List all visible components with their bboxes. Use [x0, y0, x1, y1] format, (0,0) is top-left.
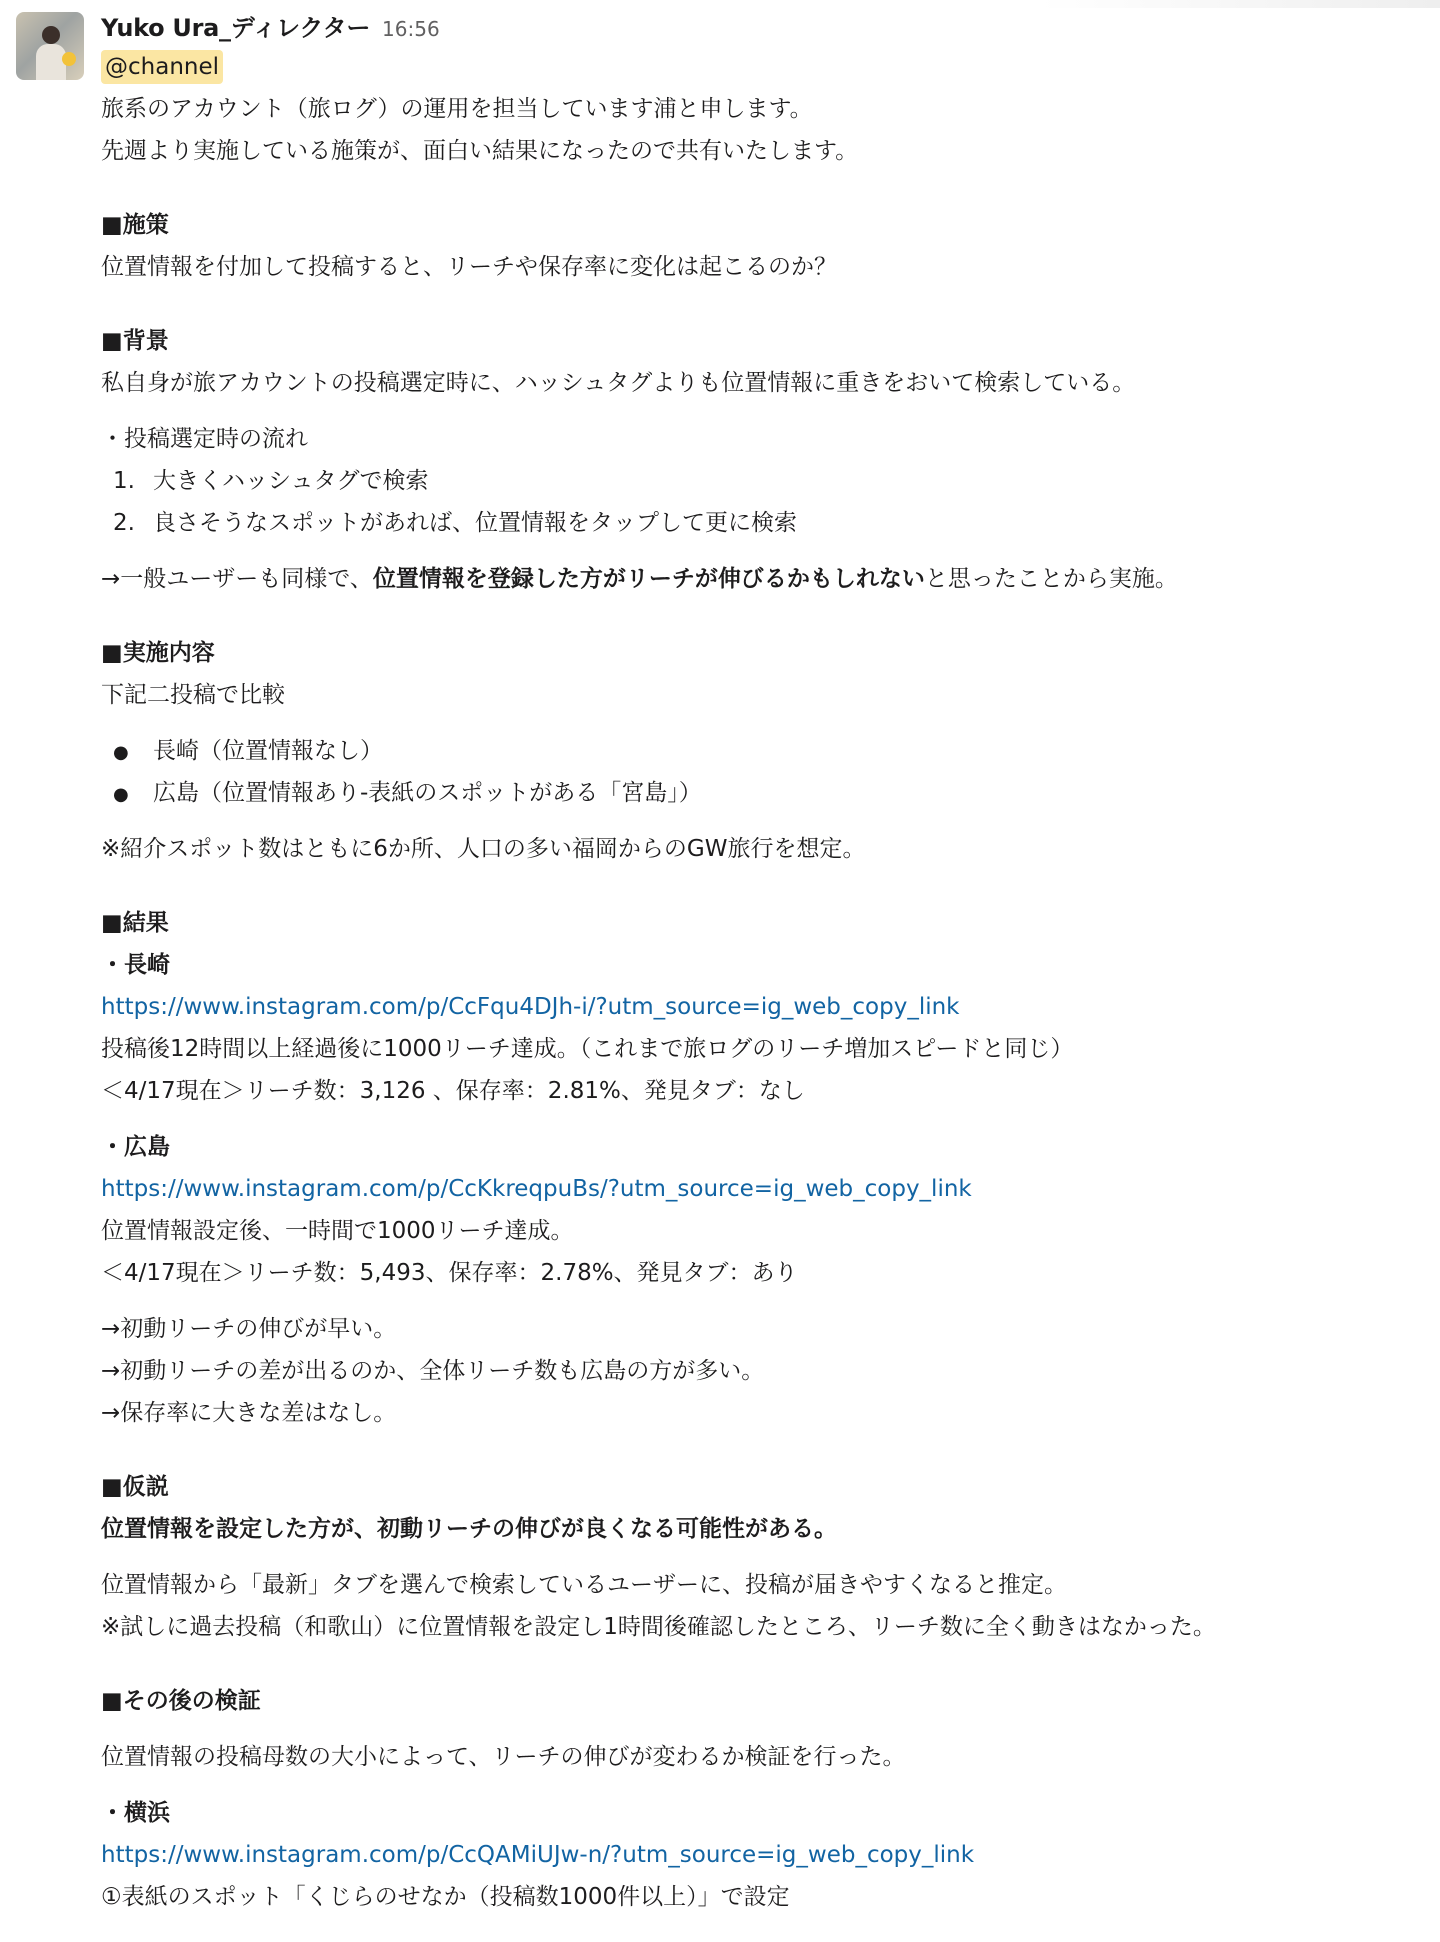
- link-hiroshima[interactable]: https://www.instagram.com/p/CcKkreqpuBs/?utm_source=ig_web_copy_link: [101, 1176, 972, 1202]
- message-header: [101, 0, 1431, 46]
- link-nagasaki[interactable]: https://www.instagram.com/p/CcFqu4DJh-i/?utm_source=ig_web_copy_link: [101, 994, 960, 1020]
- hypothesis-bold: 位置情報を設定した方が、初動リーチの伸びが良くなる可能性がある。: [101, 1516, 837, 1542]
- list-item-text: 良さそうなスポットがあれば、位置情報をタップして更に検索: [153, 510, 797, 536]
- avatar[interactable]: [16, 12, 84, 80]
- result-point: →初動リーチの伸びが早い。: [101, 1316, 397, 1342]
- result-title-nagasaki: ・長崎: [101, 952, 170, 978]
- conclusion-post: と思ったことから実施。: [924, 566, 1178, 592]
- link-yokohama[interactable]: https://www.instagram.com/p/CcQAMiUJw-n/?utm_source=ig_web_copy_link: [101, 1842, 975, 1868]
- list-item-text: 大きくハッシュタグで検索: [153, 468, 429, 494]
- bullet-dot-icon: ●: [113, 742, 129, 763]
- result-title-yokohama: ・横浜: [101, 1800, 170, 1826]
- sender-name[interactable]: Yuko Ura_ディレクター: [101, 14, 371, 42]
- content-text: 下記二投稿で比較: [101, 682, 285, 708]
- hiroshima-line-2: ＜4/17現在＞リーチ数：5,493、保存率：2.78%、発見タブ：あり: [101, 1260, 798, 1286]
- content-note: ※紹介スポット数はともに6か所、人口の多い福岡からのGW旅行を想定。: [101, 836, 866, 862]
- bullet-item: [101, 730, 1431, 772]
- yokohama-line-1: ①表紙のスポット「くじらのせなか（投稿数1000件以上）」で設定: [101, 1884, 790, 1910]
- message-body: [101, 0, 1431, 1918]
- bullet-text: 長崎（位置情報なし）: [153, 738, 383, 764]
- list-number: 2.: [113, 510, 135, 536]
- channel-mention[interactable]: @channel: [101, 50, 223, 84]
- conclusion-bold: 位置情報を登録した方がリーチが伸びるかもしれない: [372, 566, 925, 592]
- section-heading-background: ■背景: [101, 328, 169, 354]
- verification-text: 位置情報の投稿母数の大小によって、リーチの伸びが変わるか検証を行った。: [101, 1744, 906, 1770]
- section-heading-hypothesis: ■仮説: [101, 1474, 169, 1500]
- nagasaki-line-1: 投稿後12時間以上経過後に1000リーチ達成。（これまで旅ログのリーチ増加スピードと同じ）: [101, 1036, 1074, 1062]
- list-number: 1.: [113, 468, 135, 494]
- nagasaki-line-2: ＜4/17現在＞リーチ数：3,126 、保存率：2.81%、発見タブ：なし: [101, 1078, 805, 1104]
- avatar-toy: [62, 52, 76, 66]
- conclusion-pre: →一般ユーザーも同様で、: [101, 566, 373, 592]
- hypothesis-line-2: ※試しに過去投稿（和歌山）に位置情報を設定し1時間後確認したところ、リーチ数に全く動きはなかった。: [101, 1614, 1216, 1640]
- hiroshima-line-1: 位置情報設定後、一時間で1000リーチ達成。: [101, 1218, 574, 1244]
- background-conclusion: [101, 558, 1431, 600]
- intro-line-1: 旅系のアカウント（旅ログ）の運用を担当しています浦と申します。: [101, 96, 813, 122]
- avatar-figure-body: [36, 44, 66, 80]
- intro-line-2: 先週より実施している施策が、面白い結果になったので共有いたします。: [101, 138, 859, 164]
- measure-text: 位置情報を付加して投稿すると、リーチや保存率に変化は起こるのか？: [101, 254, 837, 280]
- hypothesis-line-1: 位置情報から「最新」タブを選んで検索しているユーザーに、投稿が届きやすくなると推定。: [101, 1572, 1067, 1598]
- background-text: 私自身が旅アカウントの投稿選定時に、ハッシュタグよりも位置情報に重きをおいて検索している。: [101, 370, 1136, 396]
- section-heading-results: ■結果: [101, 910, 169, 936]
- ordered-list-item: [101, 460, 1431, 502]
- result-point: →初動リーチの差が出るのか、全体リーチ数も広島の方が多い。: [101, 1358, 765, 1384]
- avatar-figure-head: [42, 26, 60, 44]
- section-heading-verification: ■その後の検証: [101, 1688, 261, 1714]
- bullet-item: [101, 772, 1431, 814]
- message-timestamp[interactable]: 16:56: [382, 17, 440, 41]
- result-title-hiroshima: ・広島: [101, 1134, 170, 1160]
- ordered-list-item: [101, 502, 1431, 544]
- bullet-text: 広島（位置情報あり-表紙のスポットがある「宮島」）: [153, 780, 702, 806]
- bullet-dot-icon: ●: [113, 784, 129, 805]
- section-heading-content: ■実施内容: [101, 640, 215, 666]
- selection-flow-title: ・投稿選定時の流れ: [101, 426, 308, 452]
- result-point: →保存率に大きな差はなし。: [101, 1400, 397, 1426]
- section-heading-measure: ■施策: [101, 212, 169, 238]
